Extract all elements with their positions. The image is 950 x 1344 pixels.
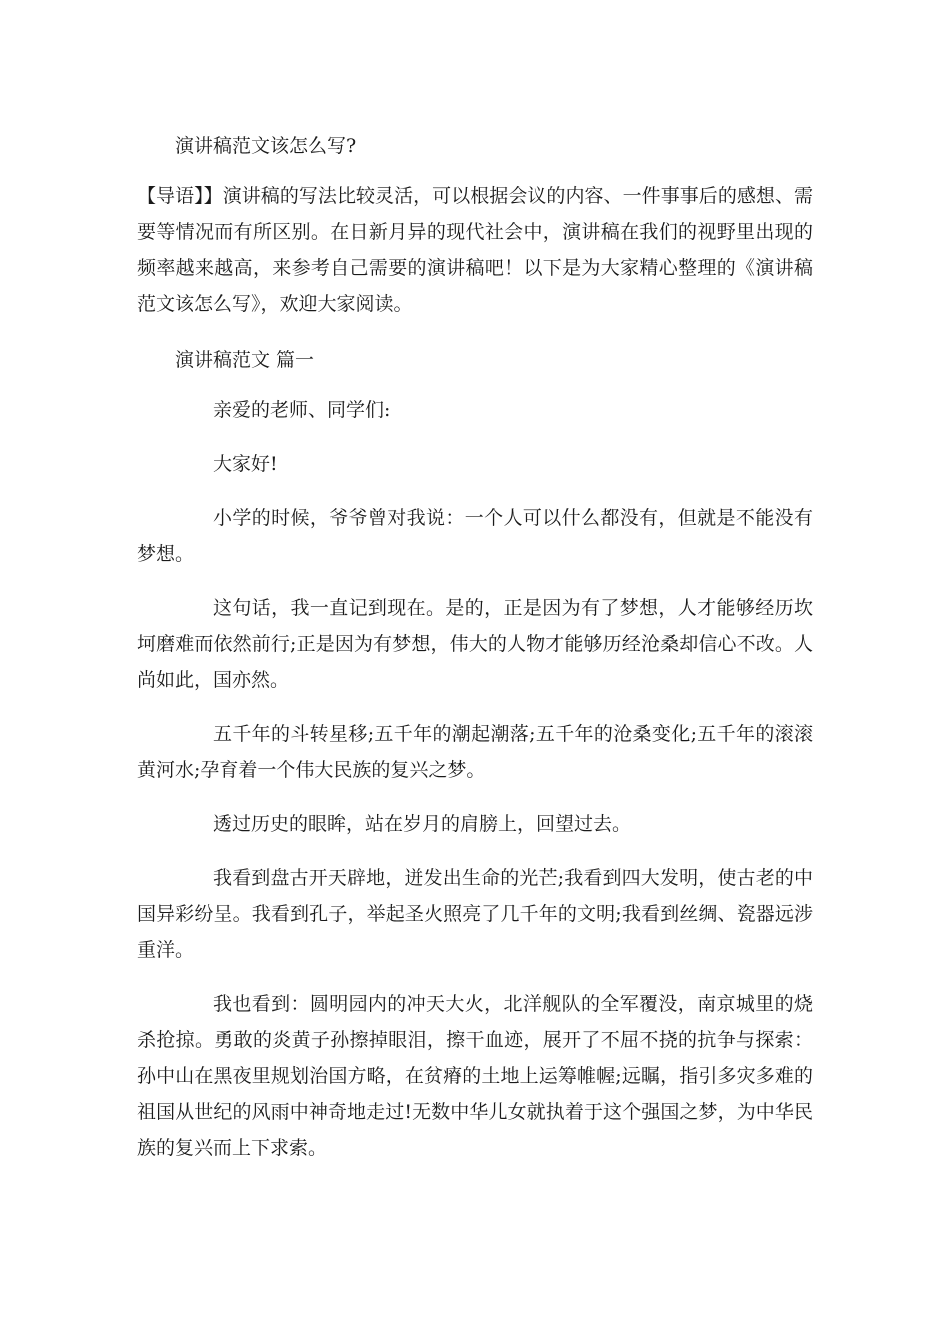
- body-paragraph-3: 五千年的斗转星移;五千年的潮起潮落;五千年的沧桑变化;五千年的滚滚黄河水;孕育着一个伟大民族的复兴之梦。: [137, 723, 813, 781]
- greeting: 大家好!: [213, 453, 278, 475]
- document-title: 演讲稿范文该怎么写?: [175, 135, 357, 157]
- intro-paragraph: 【导语】】演讲稿的写法比较灵活，可以根据会议的内容、一件事事后的感想、需要等情况而有所区别。在日新月异的现代社会中，演讲稿在我们的视野里出现的频率越来越高，来参考自己需要的演讲稿吧！以下是为大家精心整理的《演讲稿范文该怎么写》，欢迎大家阅读。: [137, 185, 813, 315]
- body-paragraph-1: 小学的时候，爷爷曾对我说：一个人可以什么都没有，但就是不能没有梦想。: [137, 507, 813, 565]
- body-paragraph-2: 这句话，我一直记到现在。是的，正是因为有了梦想，人才能够经历坎坷磨难而依然前行;正是因为有梦想，伟大的人物才能够历经沧桑却信心不改。人尚如此，国亦然。: [137, 597, 813, 691]
- body-paragraph-5: 我看到盘古开天辟地，迸发出生命的光芒;我看到四大发明，使古老的中国异彩纷呈。我看到孔子，举起圣火照亮了几千年的文明;我看到丝绸、瓷器远涉重洋。: [137, 867, 813, 961]
- body-paragraph-6: 我也看到：圆明园内的冲天大火，北洋舰队的全军覆没，南京城里的烧杀抢掠。勇敢的炎黄子孙擦掉眼泪，擦干血迹，展开了不屈不挠的抗争与探索：孙中山在黑夜里规划治国方略，在贫瘠的土地上运筹帷幄;远瞩，指引多灾多难的祖国从世纪的风雨中神奇地走过!无数中华儿女就执着于这个强国之梦，为中华民族的复兴而上下求索。: [137, 993, 813, 1159]
- document-body: [137, 128, 813, 1184]
- salutation: 亲爱的老师、同学们:: [213, 399, 391, 421]
- body-paragraph-4: 透过历史的眼眸，站在岁月的肩膀上，回望过去。: [213, 813, 632, 835]
- section-heading: 演讲稿范文 篇一: [175, 349, 315, 371]
